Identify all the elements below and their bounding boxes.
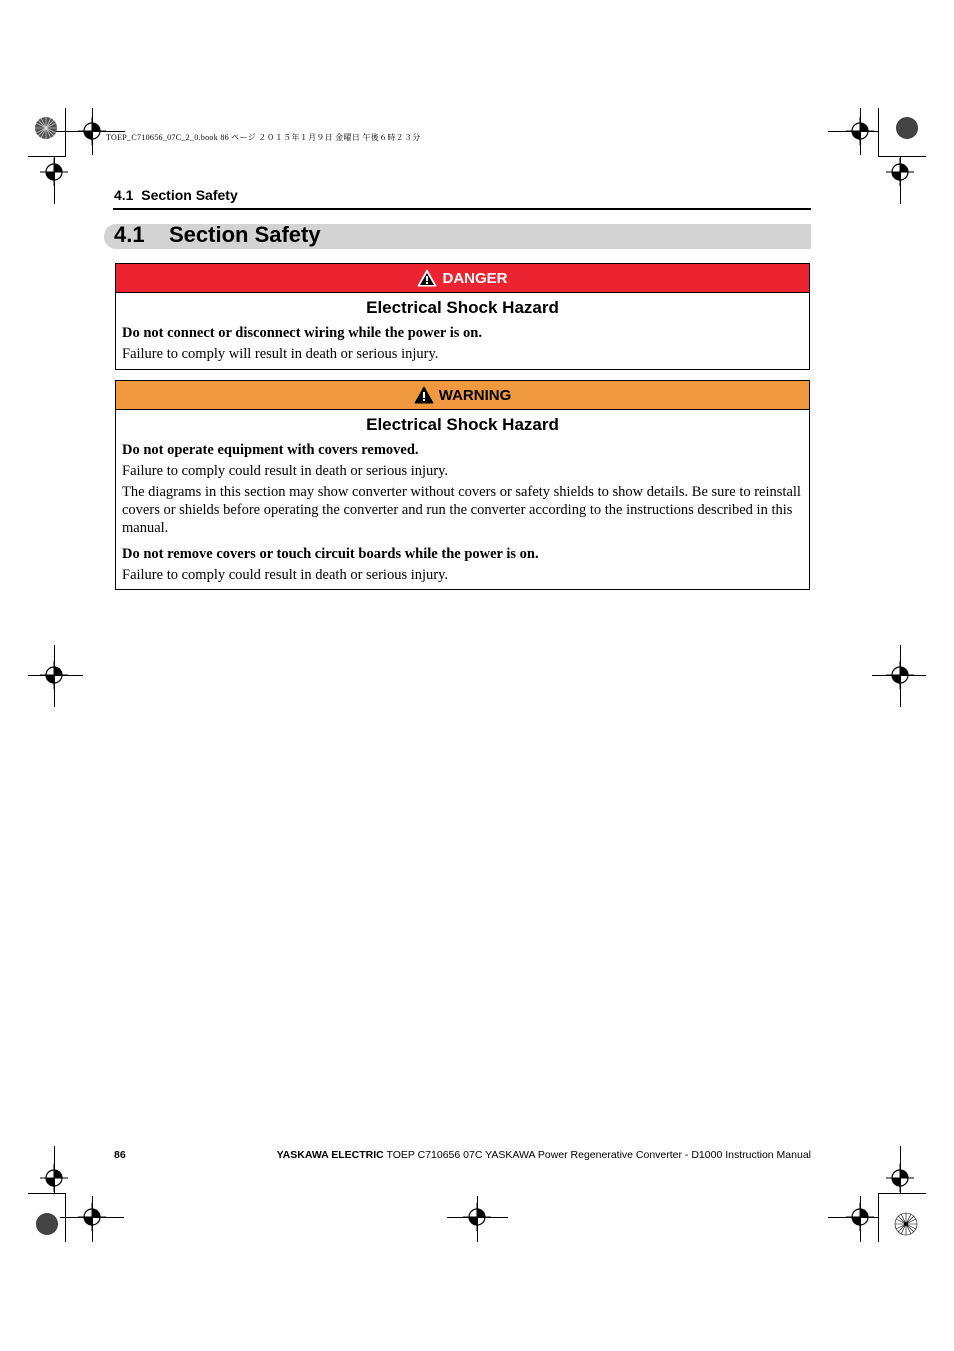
page-number: 86 <box>114 1149 126 1161</box>
warning-note-1: The diagrams in this section may show converter without covers or safety shields to show details. Be sure to reinstall covers or shields before operating the converter and run the converter according to the instructions described in this manual. <box>122 484 801 536</box>
danger-hazard-title: Electrical Shock Hazard <box>366 298 559 317</box>
warning-box <box>115 380 810 590</box>
running-header-title: Section Safety <box>141 187 238 203</box>
crosshair-target-icon <box>886 661 914 689</box>
warning-triangle-icon <box>417 269 437 287</box>
warning-triangle-icon <box>414 386 434 404</box>
danger-label: DANGER <box>442 269 508 287</box>
warning-consequence-2: Failure to comply could result in death or serious injury. <box>122 567 449 583</box>
danger-consequence: Failure to comply will result in death or serious injury. <box>122 346 439 362</box>
crosshair-target-icon <box>40 1164 68 1192</box>
warning-label: WARNING <box>438 386 512 404</box>
crosshair-target-icon <box>886 158 914 186</box>
crosshair-target-icon <box>40 158 68 186</box>
warning-instruction-2: Do not remove covers or touch circuit boards while the power is on. <box>122 546 539 562</box>
running-header-number: 4.1 <box>114 187 134 203</box>
warning-instruction-1: Do not operate equipment with covers removed. <box>122 442 419 458</box>
section-number: 4.1 <box>114 222 145 247</box>
warning-header <box>116 381 809 410</box>
footer-brand: YASKAWA ELECTRIC <box>276 1149 384 1161</box>
section-heading <box>104 224 811 249</box>
starburst-icon <box>34 116 58 145</box>
warning-hazard-title: Electrical Shock Hazard <box>366 415 559 434</box>
crosshair-target-icon <box>40 661 68 689</box>
crosshair-target-icon <box>463 1203 491 1231</box>
danger-instruction: Do not connect or disconnect wiring while the power is on. <box>122 325 482 341</box>
footer-doc-text: TOEP C710656 07C YASKAWA Power Regenerative Converter - D1000 Instruction Manual <box>383 1149 811 1161</box>
danger-box <box>115 263 810 370</box>
crosshair-target-icon <box>846 117 874 145</box>
solid-circle-icon <box>895 116 919 145</box>
running-header <box>114 187 238 203</box>
crosshair-target-icon <box>846 1203 874 1231</box>
starburst-icon <box>894 1212 918 1241</box>
section-title: Section Safety <box>169 222 321 247</box>
danger-header <box>116 264 809 293</box>
crosshair-target-icon <box>78 117 106 145</box>
warning-consequence-1: Failure to comply could result in death or serious injury. <box>122 463 449 479</box>
solid-circle-icon <box>35 1212 59 1241</box>
print-info: TOEP_C710656_07C_2_0.book 86 ページ ２０１５年１月９日 金曜日 午後６時２３分 <box>106 133 421 142</box>
footer-doc-info <box>277 1149 811 1161</box>
crosshair-target-icon <box>886 1164 914 1192</box>
crosshair-target-icon <box>78 1203 106 1231</box>
header-rule <box>113 208 811 210</box>
